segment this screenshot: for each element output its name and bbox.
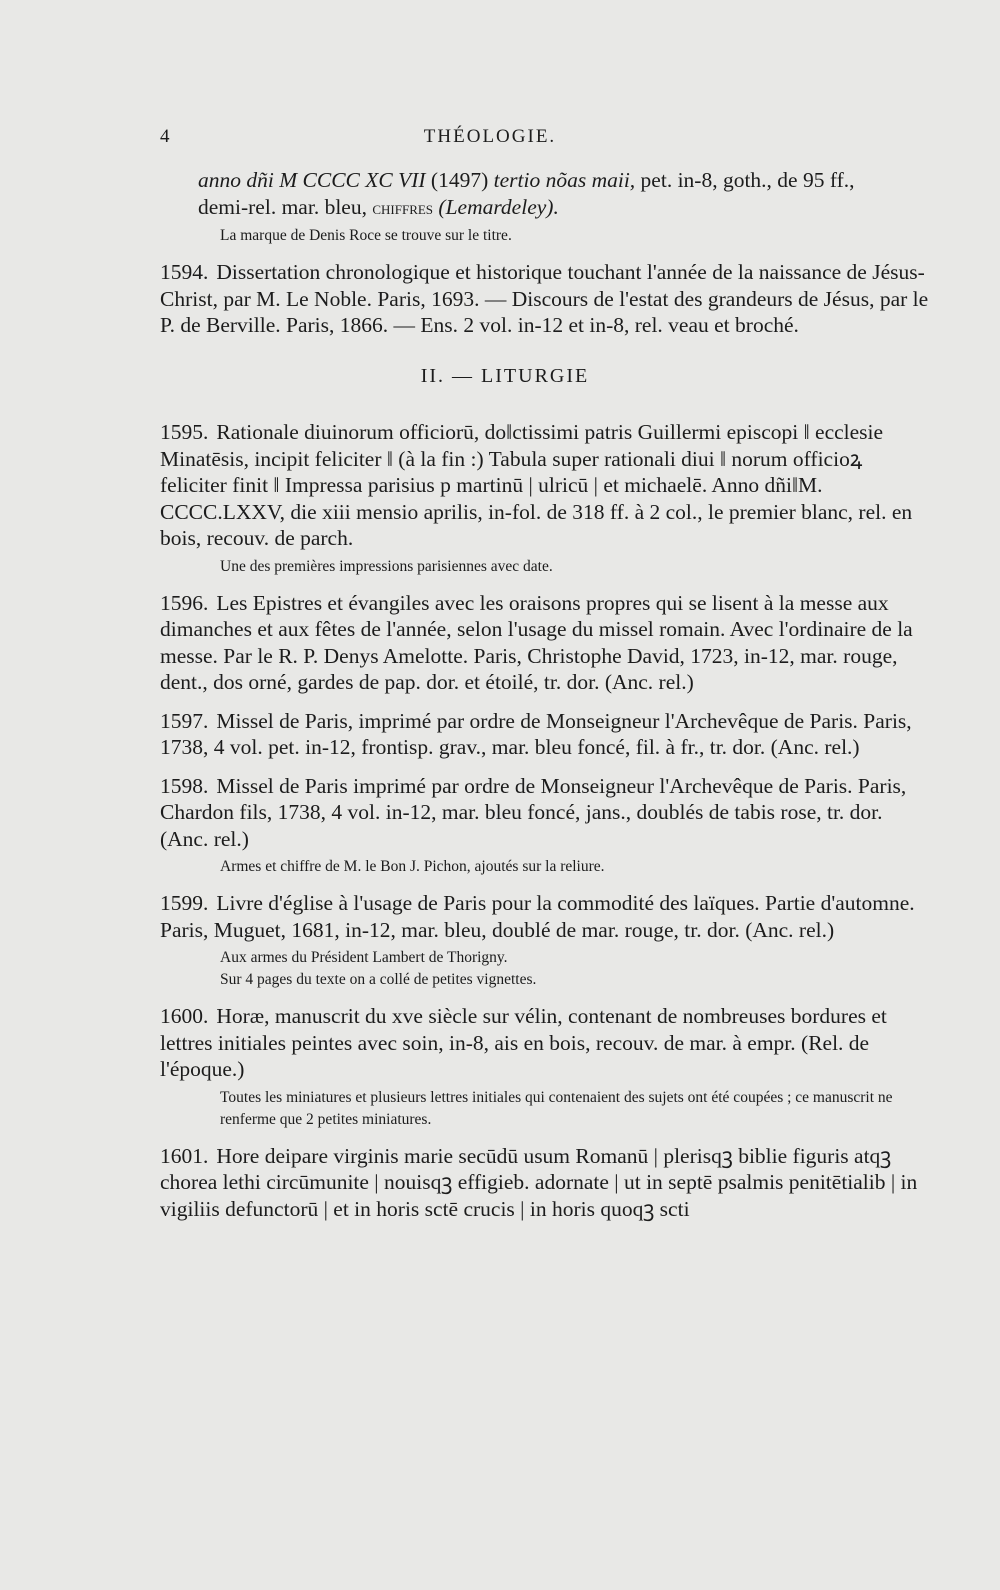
entry-number: 1598. bbox=[160, 773, 209, 798]
continuation-italic-2: tertio nõas maii, bbox=[493, 168, 636, 192]
entry-1600 bbox=[160, 1003, 930, 1131]
continuation-italic-3: (Lemardeley). bbox=[438, 194, 559, 219]
page-number: 4 bbox=[160, 126, 172, 147]
continuation-line-2 bbox=[198, 194, 930, 222]
section-heading: II. — LITURGIE bbox=[420, 364, 590, 387]
entry-text: Livre d'église à l'usage de Paris pour la commodité des laïques. Partie d'automne. Paris, Muguet, 1681, in-12, mar. bleu, doublé de mar. rouge, tr. dor. (Anc. rel.) bbox=[160, 891, 915, 942]
entry-1596 bbox=[160, 590, 930, 696]
entry-1599 bbox=[160, 890, 930, 991]
entry-text: Hore deipare virginis marie secūdū usum Romanū | plerisqꝫ biblie figuris atqꝫ chorea lethi circūmunite | nouisqꝫ effigieb. adornate | ut in septē psalmis penitētialib | in vigiliis defunctorū | et in horis sctē crucis | in horis quoqꝫ scti bbox=[160, 1143, 918, 1221]
entry-text: Horæ, manuscrit du xve siècle sur vélin, contenant de nombreuses bordures et lettres initiales peintes avec soin, in-8, ais en bois, recouv. de mar. à empr. (Rel. de l'époque.) bbox=[160, 1004, 887, 1081]
continuation-line-1 bbox=[198, 167, 930, 194]
entry-note: Armes et chiffre de M. le Bon J. Pichon, ajoutés sur la reliure. bbox=[220, 858, 605, 875]
entry-1598 bbox=[160, 773, 930, 879]
continuation-smallcaps: chiffres bbox=[372, 197, 434, 218]
entry-1595 bbox=[160, 419, 930, 578]
continuation-text-2: pet. in-8, goth., de 95 ff., bbox=[635, 168, 855, 192]
entry-note: Une des premières impressions parisiennes avec date. bbox=[220, 557, 553, 575]
entry-number: 1595. bbox=[160, 420, 209, 444]
entry-number: 1596. bbox=[160, 590, 209, 615]
entry-note: Toutes les miniatures et plusieurs lettres initiales qui contenaient des sujets ont été coupées ; ce manuscrit ne renferme que 2 petites miniatures. bbox=[220, 1088, 893, 1128]
continuation-text-1: (1497) bbox=[425, 168, 494, 192]
entry-number: 1599. bbox=[160, 891, 209, 915]
entry-number: 1594. bbox=[160, 260, 209, 284]
entry-text: Rationale diuinorum officiorū, do‖ctissimi patris Guillermi episcopi ‖ ecclesie Minatēsis, incipit feliciter ‖ (à la fin :) Tabula super rationali diui ‖ norum officioꝝ feliciter finit ‖ Impressa parisius p martinū | ulricū | et michaelē. Anno dñi‖M. CCCC.LXXV, die xiii mensio aprilis, in-fol. de 318 ff. à 2 col., le premier blanc, rel. en bois, recouv. de parch. bbox=[160, 420, 913, 550]
continuation-text-3: demi-rel. mar. bleu, bbox=[198, 194, 373, 219]
entry-number: 1597. bbox=[160, 708, 209, 733]
entry-continuation bbox=[160, 167, 930, 247]
entry-1601 bbox=[160, 1143, 930, 1223]
catalogue-text bbox=[160, 167, 930, 1234]
entry-1594 bbox=[160, 259, 930, 339]
entry-note-1: Aux armes du Président Lambert de Thorigny. bbox=[220, 949, 508, 966]
entry-number: 1600. bbox=[160, 1004, 209, 1028]
entry-note-2: Sur 4 pages du texte on a collé de petites vignettes. bbox=[220, 971, 537, 988]
entry-text: Missel de Paris, imprimé par ordre de Monseigneur l'Archevêque de Paris. Paris, 1738, 4 vol. pet. in-12, frontisp. grav., mar. bleu foncé, fil. à fr., tr. dor. (Anc. rel.) bbox=[160, 708, 912, 759]
entry-text: Les Epistres et évangiles avec les oraisons propres qui se lisent à la messe aux dimanches et aux fêtes de l'année, selon l'usage du missel romain. Avec l'ordinaire de la messe. Par le R. P. Denys Amelotte. Paris, Christophe David, 1723, in-12, mar. rouge, dent., dos orné, gardes de pap. dor. et étoilé, tr. dor. (Anc. rel.) bbox=[160, 590, 913, 694]
entry-text: Dissertation chronologique et historique touchant l'année de la naissance de Jésus-Christ, par M. Le Noble. Paris, 1693. — Discours de l'estat des grandeurs de Jésus, par le P. de Berville. Paris, 1866. — Ens. 2 vol. in-12 et in-8, rel. veau et broché. bbox=[160, 260, 929, 337]
page-title: THÉOLOGIE. bbox=[423, 126, 557, 147]
entry-1597 bbox=[160, 708, 930, 761]
entry-text: Missel de Paris imprimé par ordre de Monseigneur l'Archevêque de Paris. Paris, Chardon fils, 1738, 4 vol. in-12, mar. bleu foncé, jans., doublés de tabis rose, tr. dor. (Anc. rel.) bbox=[160, 773, 907, 851]
continuation-italic-1: anno dñi M CCCC XC VII bbox=[198, 168, 426, 192]
entry-number: 1601. bbox=[160, 1143, 209, 1168]
continuation-note: La marque de Denis Roce se trouve sur le titre. bbox=[220, 227, 512, 244]
